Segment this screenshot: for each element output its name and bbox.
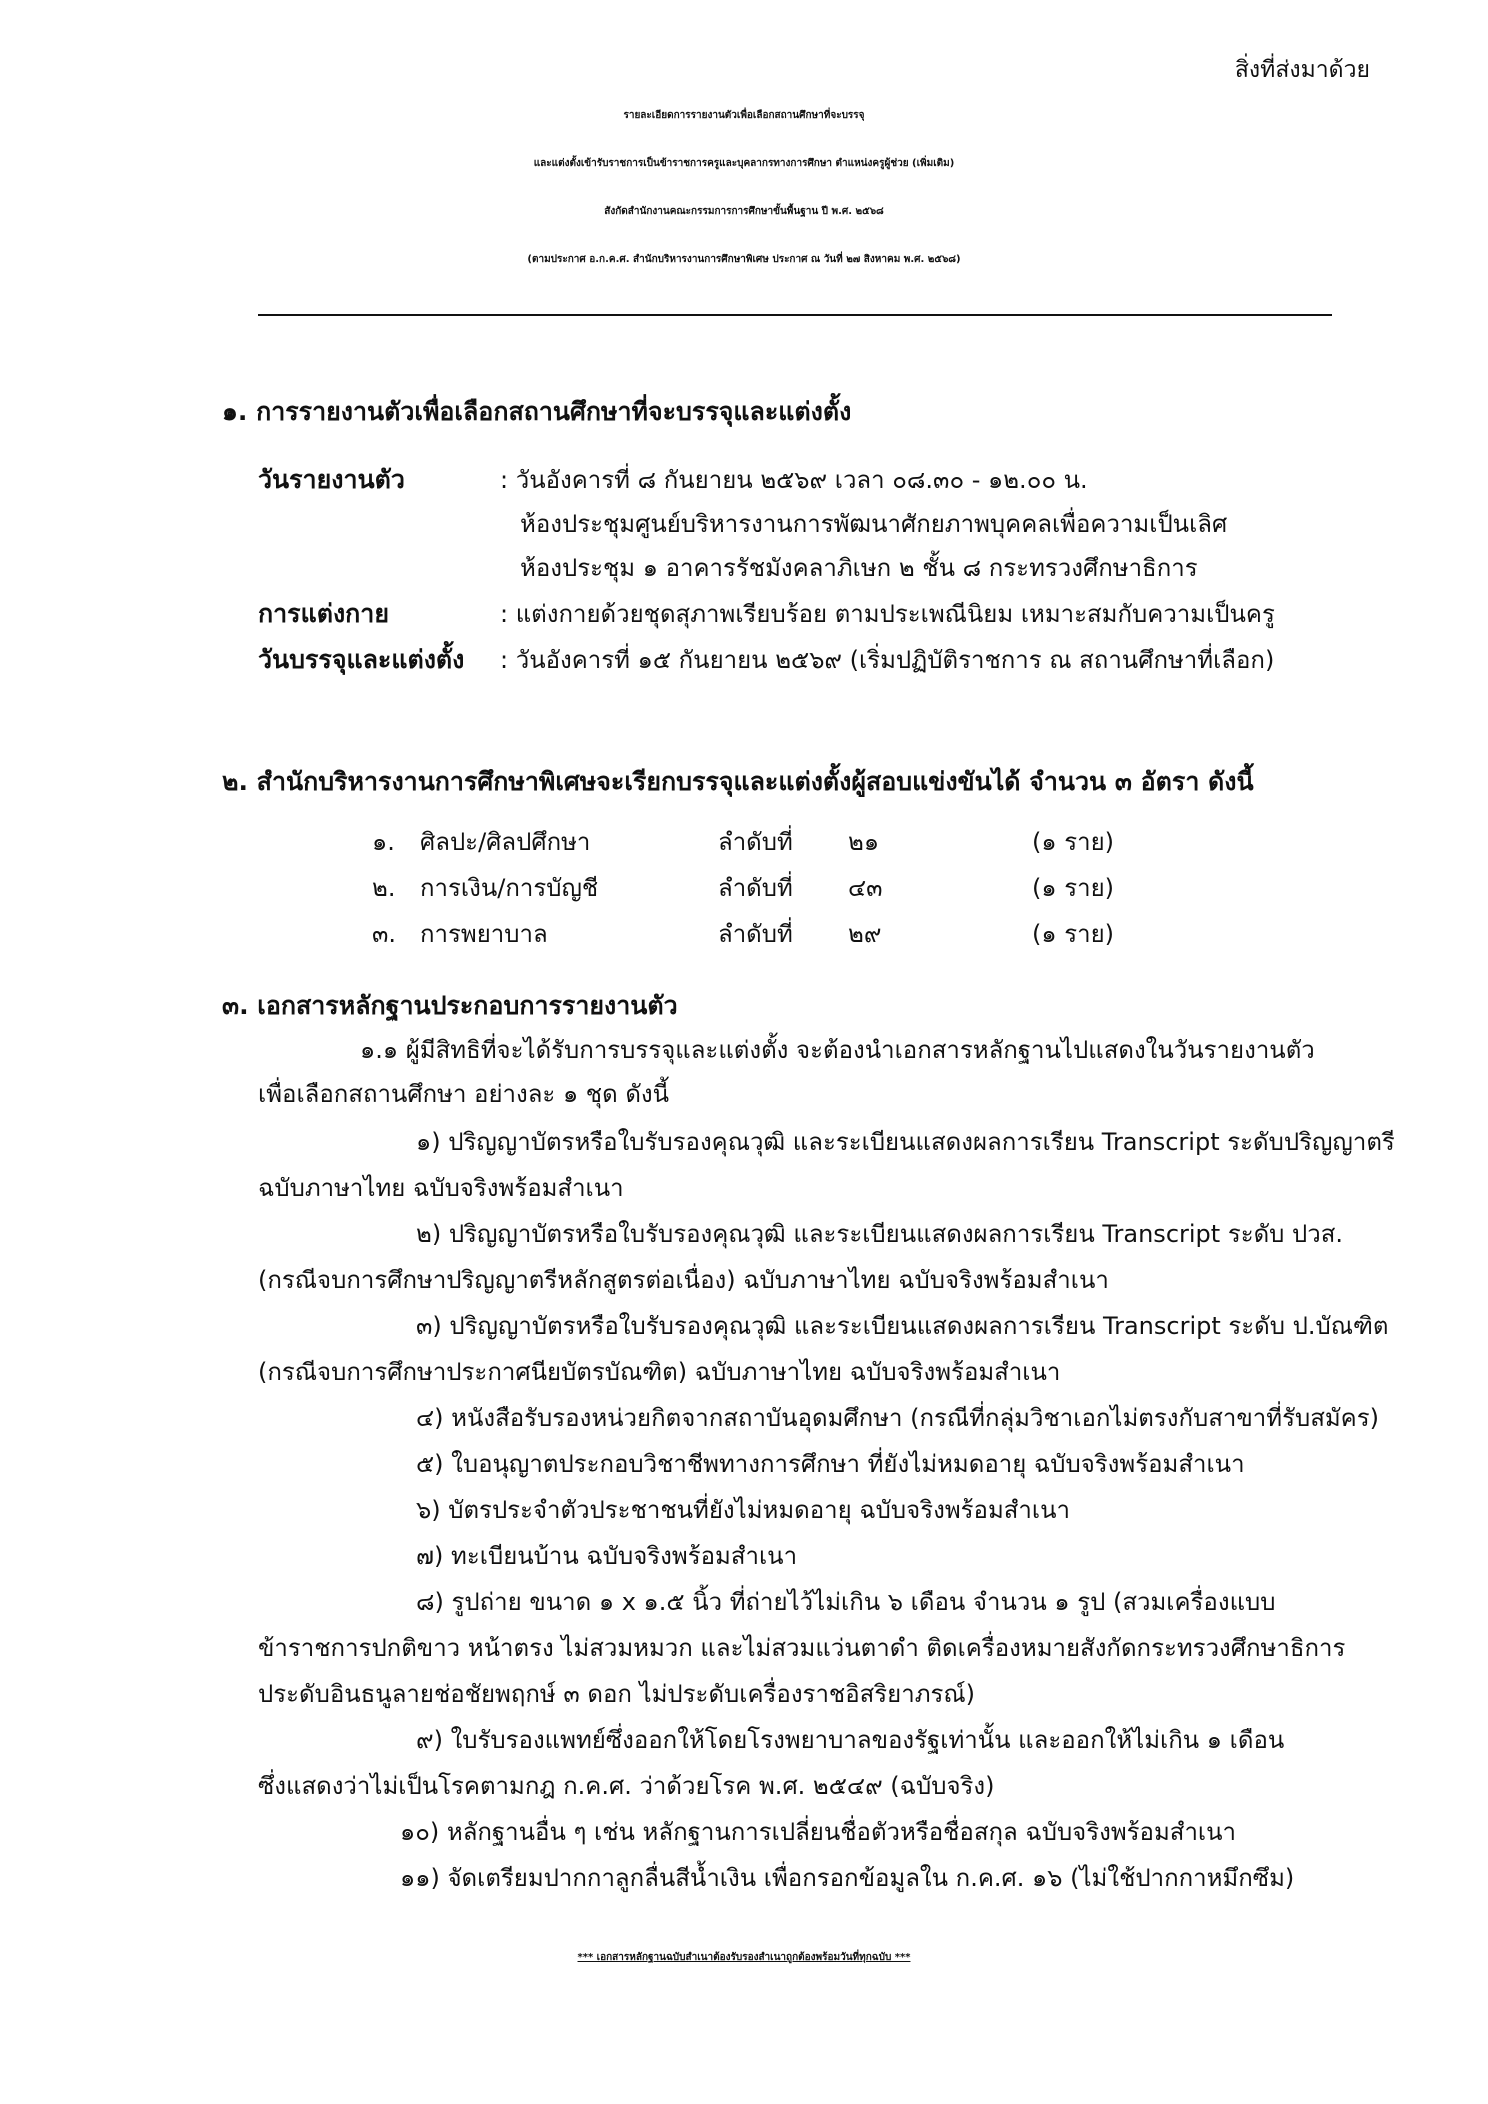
document-item-2: ๒) ปริญญาบัตรหรือใบรับรองคุณวุฒิ และระเบียนแสดงผลการเรียน Transcript ระดับ ปวส. bbox=[416, 1220, 1344, 1248]
document-item-8: ๘) รูปถ่าย ขนาด ๑ x ๑.๕ นิ้ว ที่ถ่ายไว้ไม่เกิน ๖ เดือน จำนวน ๑ รูป (สวมเครื่องแบบ bbox=[416, 1588, 1276, 1616]
appointment-date-value: : วันอังคารที่ ๑๕ กันยายน ๒๕๖๙ (เริ่มปฏิบัติราชการ ณ สถานศึกษาที่เลือก) bbox=[500, 646, 1275, 674]
header-divider bbox=[258, 314, 1332, 316]
dress-code-value: : แต่งกายด้วยชุดสุภาพเรียบร้อย ตามประเพณีนิยม เหมาะสมกับความเป็นครู bbox=[500, 600, 1275, 628]
report-venue-line-1: ห้องประชุมศูนย์บริหารงานการพัฒนาศักยภาพบุคคลเพื่อความเป็นเลิศ bbox=[520, 510, 1228, 538]
document-item-8-cont-1: ข้าราชการปกติขาว หน้าตรง ไม่สวมหมวก และไม่สวมแว่นตาดำ ติดเครื่องหมายสังกัดกระทรวงศึกษาธิการ bbox=[258, 1634, 1346, 1662]
document-item-3-cont: (กรณีจบการศึกษาประกาศนียบัตรบัณฑิต) ฉบับภาษาไทย ฉบับจริงพร้อมสำเนา bbox=[258, 1358, 1061, 1386]
position-row-subject: ศิลปะ/ศิลปศึกษา bbox=[420, 828, 591, 856]
position-row-subject: การพยาบาล bbox=[420, 920, 548, 948]
position-row-number: ๓. bbox=[372, 920, 397, 948]
document-item-9-cont: ซึ่งแสดงว่าไม่เป็นโรคตามกฎ ก.ค.ศ. ว่าด้วยโรค พ.ศ. ๒๕๔๙ (ฉบับจริง) bbox=[258, 1772, 995, 1800]
position-row-count: (๑ ราย) bbox=[1032, 828, 1115, 856]
document-item-11: ๑๑) จัดเตรียมปากกาลูกลื่นสีน้ำเงิน เพื่อกรอกข้อมูลใน ก.ค.ศ. ๑๖ (ไม่ใช้ปากกาหมึกซึม) bbox=[400, 1864, 1295, 1892]
document-item-9: ๙) ใบรับรองแพทย์ซึ่งออกให้โดยโรงพยาบาลของรัฐเท่านั้น และออกให้ไม่เกิน ๑ เดือน bbox=[416, 1726, 1285, 1754]
position-row-rank-label: ลำดับที่ bbox=[718, 828, 793, 856]
document-item-1: ๑) ปริญญาบัตรหรือใบรับรองคุณวุฒิ และระเบียนแสดงผลการเรียน Transcript ระดับปริญญาตรี bbox=[416, 1128, 1395, 1156]
document-item-7: ๗) ทะเบียนบ้าน ฉบับจริงพร้อมสำเนา bbox=[416, 1542, 798, 1570]
document-item-10: ๑๐) หลักฐานอื่น ๆ เช่น หลักฐานการเปลี่ยนชื่อตัวหรือชื่อสกุล ฉบับจริงพร้อมสำเนา bbox=[400, 1818, 1237, 1846]
position-row-count: (๑ ราย) bbox=[1032, 874, 1115, 902]
position-row-rank-label: ลำดับที่ bbox=[718, 920, 793, 948]
position-row-number: ๒. bbox=[372, 874, 396, 902]
appointment-date-label: วันบรรจุและแต่งตั้ง bbox=[258, 645, 465, 674]
report-date-label: วันรายงานตัว bbox=[258, 465, 405, 494]
section1-heading: ๑. การรายงานตัวเพื่อเลือกสถานศึกษาที่จะบรรจุและแต่งตั้ง bbox=[222, 397, 852, 426]
position-row-rank-label: ลำดับที่ bbox=[718, 874, 793, 902]
header-line-4: (ตามประกาศ อ.ก.ค.ศ. สำนักบริหารงานการศึกษาพิเศษ ประกาศ ณ วันที่ ๒๗ สิงหาคม พ.ศ. ๒๕๖๘) bbox=[527, 254, 961, 265]
header-line-1: รายละเอียดการรายงานตัวเพื่อเลือกสถานศึกษาที่จะบรรจุ bbox=[623, 110, 865, 121]
document-item-3: ๓) ปริญญาบัตรหรือใบรับรองคุณวุฒิ และระเบียนแสดงผลการเรียน Transcript ระดับ ป.บัณฑิต bbox=[416, 1312, 1389, 1340]
certification-note: *** เอกสารหลักฐานฉบับสำเนาต้องรับรองสำเนาถูกต้องพร้อมวันที่ทุกฉบับ *** bbox=[577, 1952, 911, 1963]
position-row-number: ๑. bbox=[372, 828, 395, 856]
document-item-5: ๕) ใบอนุญาตประกอบวิชาชีพทางการศึกษา ที่ยังไม่หมดอายุ ฉบับจริงพร้อมสำเนา bbox=[416, 1450, 1245, 1478]
documents-intro: ๑.๑ ผู้มีสิทธิที่จะได้รับการบรรจุและแต่งตั้ง จะต้องนำเอกสารหลักฐานไปแสดงในวันรายงานตัว bbox=[360, 1036, 1315, 1064]
document-item-2-cont: (กรณีจบการศึกษาปริญญาตรีหลักสูตรต่อเนื่อง) ฉบับภาษาไทย ฉบับจริงพร้อมสำเนา bbox=[258, 1266, 1109, 1294]
position-row-rank: ๒๙ bbox=[848, 920, 882, 948]
section3-heading: ๓. เอกสารหลักฐานประกอบการรายงานตัว bbox=[222, 991, 678, 1020]
document-item-8-cont-2: ประดับอินธนูลายช่อชัยพฤกษ์ ๓ ดอก ไม่ประดับเครื่องราชอิสริยาภรณ์) bbox=[258, 1680, 976, 1708]
position-row-subject: การเงิน/การบัญชี bbox=[420, 874, 599, 902]
document-item-4: ๔) หนังสือรับรองหน่วยกิตจากสถาบันอุดมศึกษา (กรณีที่กลุ่มวิชาเอกไม่ตรงกับสาขาที่รับสมัคร) bbox=[416, 1404, 1379, 1432]
position-row-rank: ๒๑ bbox=[848, 828, 880, 856]
document-item-1-cont: ฉบับภาษาไทย ฉบับจริงพร้อมสำเนา bbox=[258, 1174, 624, 1202]
header-line-3: สังกัดสำนักงานคณะกรรมการการศึกษาขั้นพื้นฐาน ปี พ.ศ. ๒๕๖๘ bbox=[604, 206, 884, 217]
document-item-6: ๖) บัตรประจำตัวประชาชนที่ยังไม่หมดอายุ ฉบับจริงพร้อมสำเนา bbox=[416, 1496, 1070, 1524]
attachment-note: สิ่งที่ส่งมาด้วย bbox=[1234, 57, 1370, 83]
header-line-2: และแต่งตั้งเข้ารับราชการเป็นข้าราชการครูและบุคลากรทางการศึกษา ตำแหน่งครูผู้ช่วย (เพิ่มเติม) bbox=[533, 158, 955, 169]
documents-intro-cont: เพื่อเลือกสถานศึกษา อย่างละ ๑ ชุด ดังนี้ bbox=[258, 1080, 670, 1108]
report-date-value: : วันอังคารที่ ๘ กันยายน ๒๕๖๙ เวลา ๐๘.๓๐ - ๑๒.๐๐ น. bbox=[500, 466, 1088, 494]
dress-code-label: การแต่งกาย bbox=[258, 599, 389, 628]
position-row-rank: ๔๓ bbox=[848, 874, 883, 902]
report-venue-line-2: ห้องประชุม ๑ อาคารรัชมังคลาภิเษก ๒ ชั้น ๘ กระทรวงศึกษาธิการ bbox=[520, 554, 1198, 582]
position-row-count: (๑ ราย) bbox=[1032, 920, 1115, 948]
section2-heading: ๒. สำนักบริหารงานการศึกษาพิเศษจะเรียกบรรจุและแต่งตั้งผู้สอบแข่งขันได้ จำนวน ๓ อัตรา ดังนี้ bbox=[222, 767, 1254, 796]
